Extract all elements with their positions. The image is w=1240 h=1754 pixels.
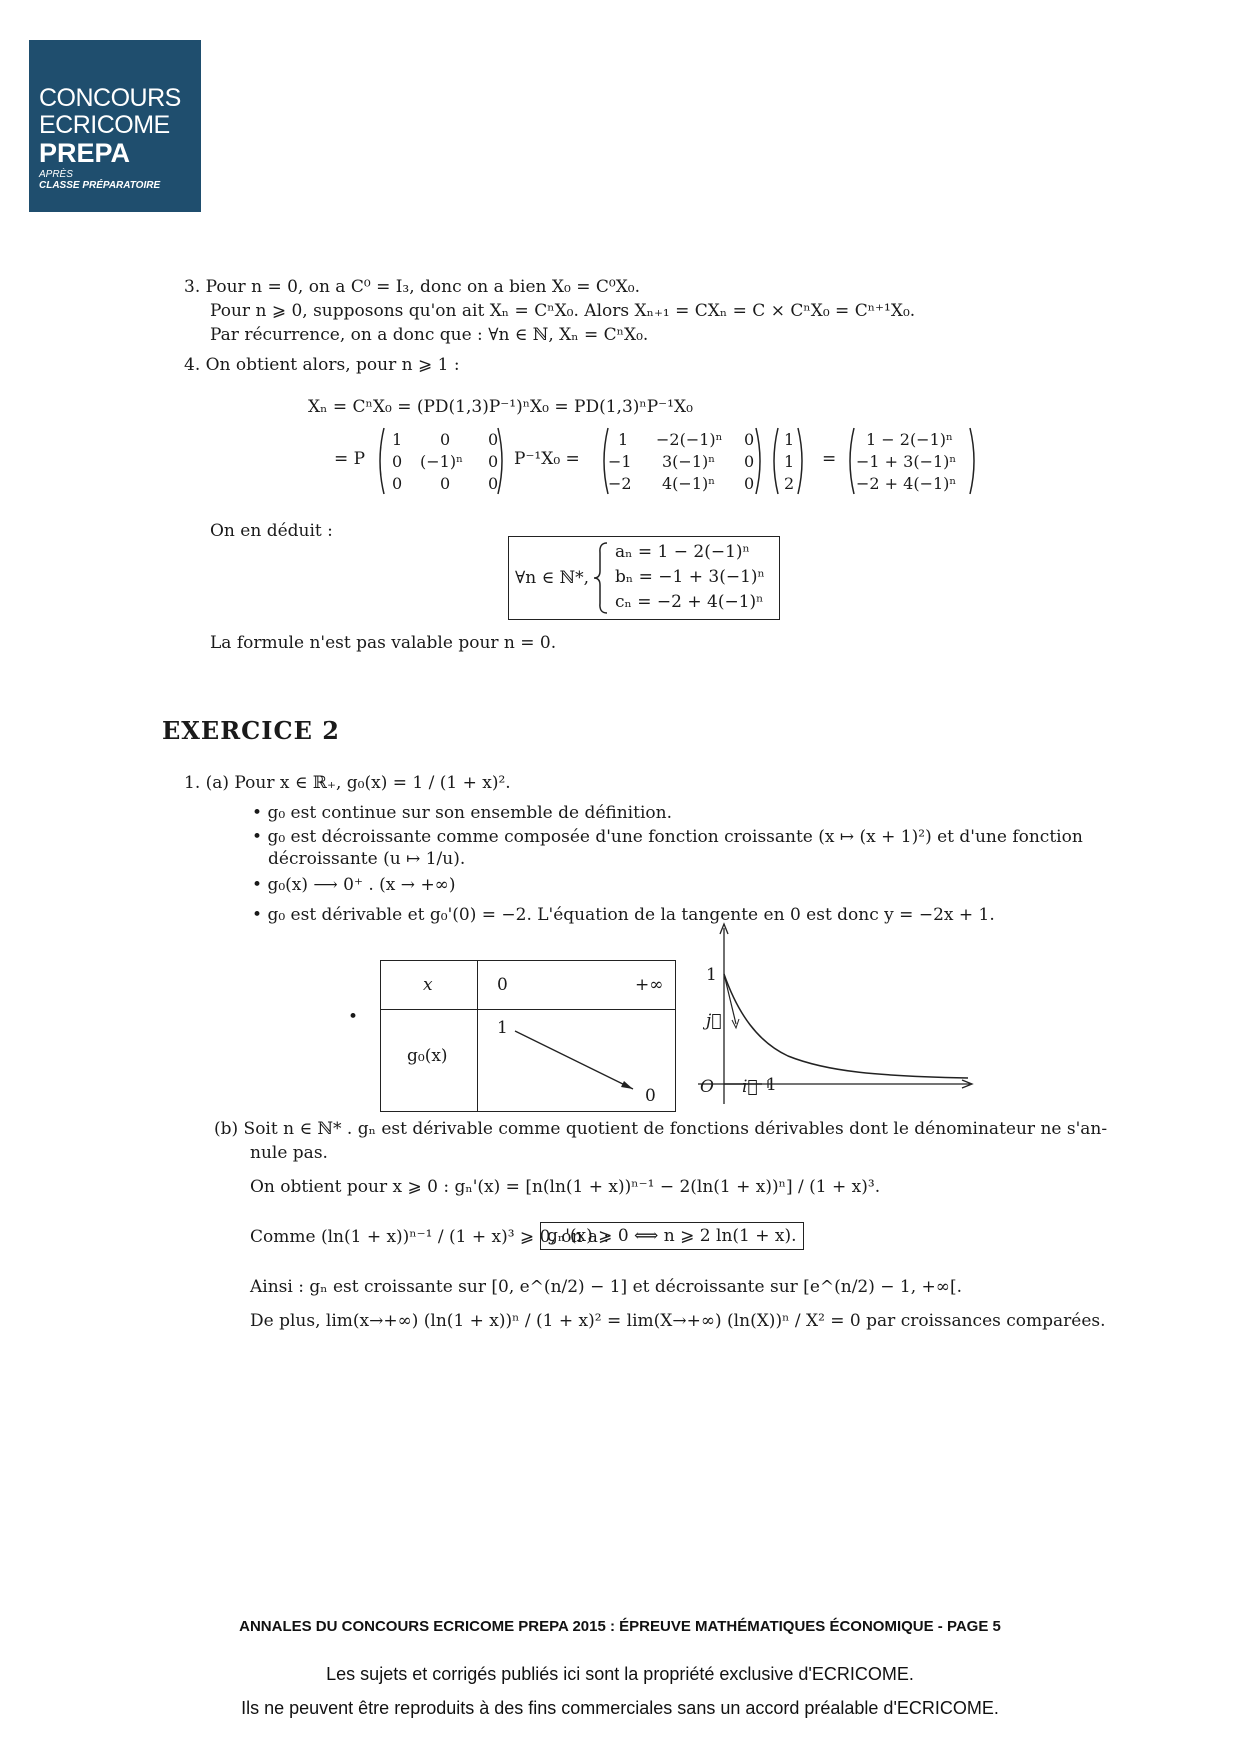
vector-r1: 1 bbox=[784, 430, 795, 449]
logo-line-concours: CONCOURS bbox=[39, 84, 181, 112]
boxed-system bbox=[508, 536, 780, 620]
eq-sign: = bbox=[822, 449, 837, 469]
matrix-m-r1c3: 0 bbox=[744, 430, 755, 449]
item4-eq2-prefix: = P bbox=[334, 449, 366, 469]
variation-table bbox=[380, 960, 676, 1112]
bullet-table: • bbox=[348, 1007, 359, 1027]
footer-copyright: Les sujets et corrigés publiés ici sont la propriété exclusive d'ECRICOME. bbox=[326, 1664, 914, 1684]
matrix-m-r3c1: −2 bbox=[608, 474, 632, 493]
graph-j-label: j⃗ bbox=[706, 1011, 722, 1031]
item4-line1: 4. On obtient alors, pour n ⩾ 1 : bbox=[184, 355, 460, 375]
table-top-val: 1 bbox=[497, 1018, 508, 1038]
matrix-d-r3c3: 0 bbox=[488, 474, 499, 493]
table-row-label: g₀(x) bbox=[407, 1046, 448, 1066]
graph-origin: O bbox=[700, 1077, 714, 1097]
table-head-0: 0 bbox=[497, 975, 508, 995]
table-bottom-val: 0 bbox=[645, 1086, 656, 1106]
matrix-d-r1c3: 0 bbox=[488, 430, 499, 449]
q1b-line2: nule pas. bbox=[250, 1143, 328, 1163]
box-line-a: aₙ = 1 − 2(−1)ⁿ bbox=[615, 542, 750, 562]
bullet-3-text: g₀(x) ⟶ 0⁺ . (x → +∞) bbox=[267, 875, 456, 895]
box-line-b: bₙ = −1 + 3(−1)ⁿ bbox=[615, 567, 765, 587]
matrix-d-r2c3: 0 bbox=[488, 452, 499, 471]
result-r3: −2 + 4(−1)ⁿ bbox=[856, 474, 957, 493]
box-prefix: ∀n ∈ ℕ*, bbox=[515, 568, 590, 588]
matrix-m-r3c2: 4(−1)ⁿ bbox=[662, 474, 716, 493]
q1a-text: 1. (a) Pour x ∈ ℝ₊, g₀(x) = 1 / (1 + x)². bbox=[184, 773, 511, 793]
matrix-m-r1c1: 1 bbox=[618, 430, 629, 449]
matrix-m-r1c2: −2(−1)ⁿ bbox=[656, 430, 723, 449]
footer-rights: Ils ne peuvent être reproduits à des fins commerciales sans un accord préalable d'ECRICOME. bbox=[241, 1698, 999, 1718]
logo-line-ecricome: ECRICOME bbox=[39, 111, 170, 139]
matrix-m-r2c2: 3(−1)ⁿ bbox=[662, 452, 716, 471]
decreasing-arrow bbox=[381, 961, 675, 1111]
deduce-text: On en déduit : bbox=[210, 521, 333, 541]
bullet-4: • g₀ est dérivable et g₀'(0) = −2. L'équation de la tangente en 0 est donc y = −2x + 1. bbox=[252, 905, 995, 925]
table-head-x: x bbox=[423, 975, 433, 995]
bullet-1-text: g₀ est continue sur son ensemble de définition. bbox=[267, 803, 672, 823]
q1b-line4: Comme (ln(1 + x))ⁿ⁻¹ / (1 + x)³ ⩾ 0, on a : bbox=[250, 1227, 610, 1247]
item3-line3: Par récurrence, on a donc que : ∀n ∈ ℕ, Xₙ = CⁿX₀. bbox=[210, 325, 649, 345]
bullet-1: • g₀ est continue sur son ensemble de définition. bbox=[252, 803, 672, 823]
q1b-line5: Ainsi : gₙ est croissante sur [0, e^(n/2) − 1] et décroissante sur [e^(n/2) − 1, +∞[. bbox=[250, 1277, 962, 1297]
bullet-2-cont: décroissante (u ↦ 1/u). bbox=[268, 849, 466, 869]
matrix-d-r1c2: 0 bbox=[440, 430, 451, 449]
matrix-d-r3c2: 0 bbox=[440, 474, 451, 493]
bullet-2: • g₀ est décroissante comme composée d'une fonction croissante (x ↦ (x + 1)²) et d'une fonction bbox=[252, 827, 1083, 847]
result-r1: 1 − 2(−1)ⁿ bbox=[866, 430, 953, 449]
vector-r3: 2 bbox=[784, 474, 795, 493]
matrix-d-r1c1: 1 bbox=[392, 430, 403, 449]
item4-eq2-mid: P⁻¹X₀ = bbox=[514, 449, 580, 469]
item3-line2: Pour n ⩾ 0, supposons qu'on ait Xₙ = CⁿX₀. Alors Xₙ₊₁ = CXₙ = C × CⁿX₀ = Cⁿ⁺¹X₀. bbox=[210, 301, 916, 321]
matrix-m-r3c3: 0 bbox=[744, 474, 755, 493]
table-head-inf: +∞ bbox=[635, 975, 664, 995]
q1b-line1: (b) Soit n ∈ ℕ* . gₙ est dérivable comme quotient de fonctions dérivables dont le dénominateur ne s'an- bbox=[214, 1119, 1108, 1139]
ecricome-logo bbox=[29, 40, 201, 212]
logo-line-apres: APRÈS bbox=[39, 169, 73, 180]
box-line-c: cₙ = −2 + 4(−1)ⁿ bbox=[615, 592, 764, 612]
item4-eq1: Xₙ = CⁿX₀ = (PD(1,3)P⁻¹)ⁿX₀ = PD(1,3)ⁿP⁻¹X₀ bbox=[308, 397, 693, 417]
result-r2: −1 + 3(−1)ⁿ bbox=[856, 452, 957, 471]
q1b-boxed-result: gₙ'(x) ⩾ 0 ⟺ n ⩾ 2 ln(1 + x). bbox=[540, 1222, 804, 1250]
g0-graph bbox=[698, 924, 978, 1114]
bullet-3: • g₀(x) ⟶ 0⁺ . (x → +∞) bbox=[252, 875, 456, 895]
graph-i-label: i⃗ bbox=[742, 1077, 758, 1097]
item3-line1: 3. Pour n = 0, on a C⁰ = I₃, donc on a bien X₀ = C⁰X₀. bbox=[184, 277, 641, 297]
matrix-d-r3c1: 0 bbox=[392, 474, 403, 493]
footer-title: ANNALES DU CONCOURS ECRICOME PREPA 2015 : ÉPREUVE MATHÉMATIQUES ÉCONOMIQUE - PAGE 5 bbox=[239, 1618, 1001, 1635]
brace-icon bbox=[593, 541, 609, 615]
q1b-line3: On obtient pour x ⩾ 0 : gₙ'(x) = [n(ln(1 + x))ⁿ⁻¹ − 2(ln(1 + x))ⁿ] / (1 + x)³. bbox=[250, 1177, 881, 1197]
bullet-4-text: g₀ est dérivable et g₀'(0) = −2. L'équation de la tangente en 0 est donc y = −2x + 1. bbox=[267, 905, 995, 925]
matrix-m-r2c1: −1 bbox=[608, 452, 632, 471]
logo-line-prepa: PREPA bbox=[39, 138, 131, 168]
matrix-d-r2c2: (−1)ⁿ bbox=[420, 452, 463, 471]
logo-line-classe: CLASSE PRÉPARATOIRE bbox=[39, 180, 161, 191]
graph-y-tick: 1 bbox=[706, 965, 717, 985]
vector-r2: 1 bbox=[784, 452, 795, 471]
exercise2-title: EXERCICE 2 bbox=[162, 716, 340, 745]
matrix-d-r2c1: 0 bbox=[392, 452, 403, 471]
graph-x-tick: 1 bbox=[766, 1075, 777, 1095]
matrix-m-r2c3: 0 bbox=[744, 452, 755, 471]
formula-note: La formule n'est pas valable pour n = 0. bbox=[210, 633, 557, 653]
q1b-line6: De plus, lim(x→+∞) (ln(1 + x))ⁿ / (1 + x)² = lim(X→+∞) (ln(X))ⁿ / X² = 0 par croissances comparées. bbox=[250, 1311, 1106, 1331]
bullet-2-text: g₀ est décroissante comme composée d'une fonction croissante (x ↦ (x + 1)²) et d'une fonction bbox=[267, 827, 1083, 847]
